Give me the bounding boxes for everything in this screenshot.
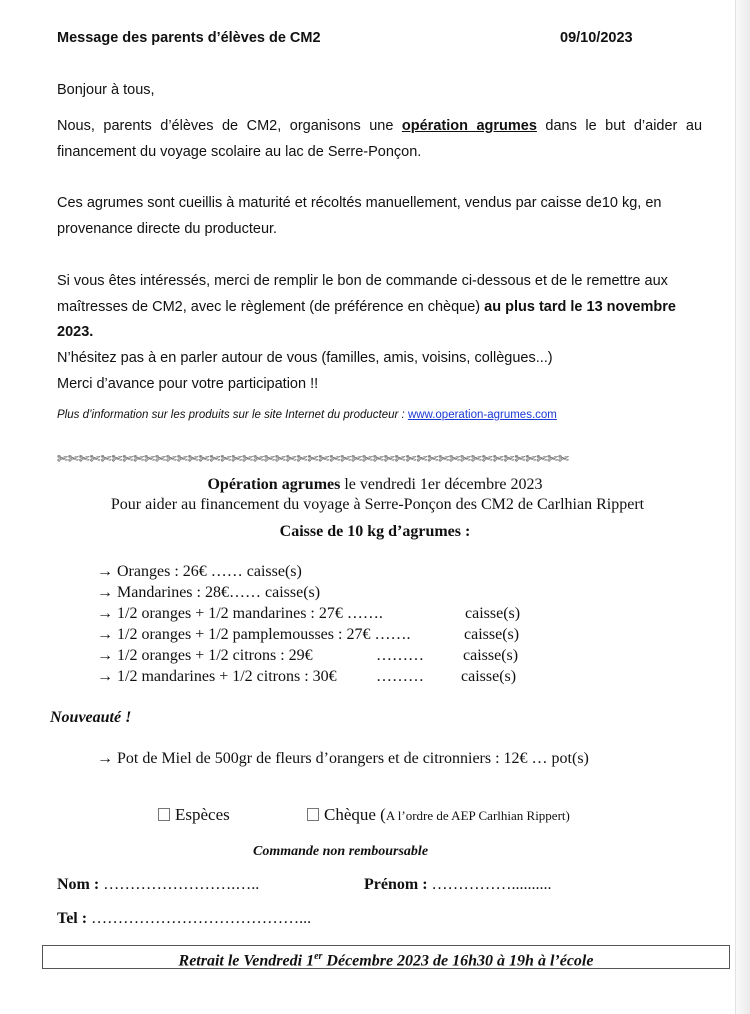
paragraph-3-line-3: 2023. bbox=[57, 324, 94, 340]
operation-agrumes-emphasis: opération agrumes bbox=[401, 118, 537, 134]
item-oranges bbox=[97, 563, 302, 581]
retrait-text-a: Retrait le Vendredi 1 bbox=[178, 952, 315, 970]
item-oranges-mandarines-unit: caisse(s) bbox=[465, 605, 521, 622]
producer-link[interactable]: www.operation-agrumes.com bbox=[407, 409, 557, 421]
miel-item: → Pot de Miel de 500gr de fleurs d’orangers et de citronniers : 12€ … pot(s) bbox=[97, 750, 589, 767]
tel-label: Tel : bbox=[57, 910, 92, 927]
retrait-sup: er bbox=[314, 951, 323, 962]
payment-cheque[interactable] bbox=[307, 805, 570, 825]
paragraph-1-line-2: financement du voyage scolaire au lac de Serre-Ponçon. bbox=[57, 144, 422, 160]
item-mandarines-citrons-unit: caisse(s) bbox=[461, 668, 517, 685]
p3-start: maîtresses de CM2, avec le règlement (de préférence en chèque) bbox=[57, 299, 485, 315]
item-oranges-mandarines: → 1/2 oranges + 1/2 mandarines : 27€ ……. bbox=[97, 605, 383, 622]
item-oranges-citrons: → 1/2 oranges + 1/2 citrons : 29€ bbox=[97, 647, 313, 664]
item-oranges-pamplemousses-unit: caisse(s) bbox=[464, 626, 520, 643]
tel-dots: …………………………………... bbox=[91, 910, 312, 927]
scissors-cut-line: ✄✄✄✄✄✄✄✄✄✄✄✄✄✄✄✄✄✄✄✄✄✄✄✄✄✄✄✄✄✄✄✄✄✄✄✄✄✄✄✄✄✄✄✄✄✄✄ bbox=[57, 451, 569, 466]
paragraph-1-line-1 bbox=[57, 118, 702, 134]
item-oranges-pamplemousses: → 1/2 oranges + 1/2 pamplemousses : 27€ ……. bbox=[97, 626, 411, 643]
form-title bbox=[0, 476, 750, 494]
especes-label: Espèces bbox=[175, 805, 230, 824]
item-mandarines bbox=[97, 584, 320, 602]
item-mandarines-citrons-dots: ……… bbox=[376, 668, 424, 685]
deadline-bold: au plus tard le 13 novembre bbox=[484, 299, 676, 315]
info-text: Plus d’information sur les produits sur le site Internet du producteur : bbox=[57, 409, 408, 421]
payment-especes[interactable] bbox=[158, 805, 230, 825]
caisse-title: Caisse de 10 kg d’agrumes : bbox=[279, 523, 471, 540]
paragraph-4: N’hésitez pas à en parler autour de vous (familles, amis, voisins, collègues...) bbox=[57, 350, 553, 366]
paragraph-5: Merci d’avance pour votre participation !! bbox=[57, 376, 319, 392]
greeting: Bonjour à tous, bbox=[57, 82, 155, 98]
info-line bbox=[57, 409, 557, 421]
item-oranges-citrons-dots: ……… bbox=[376, 647, 424, 664]
document-date: 09/10/2023 bbox=[560, 30, 633, 46]
tel-field[interactable] bbox=[57, 910, 311, 928]
prenom-dots: …………….......... bbox=[431, 876, 552, 893]
prenom-field[interactable] bbox=[364, 876, 552, 894]
item-mandarines-citrons: → 1/2 mandarines + 1/2 citrons : 30€ bbox=[97, 668, 337, 685]
retrait-text-b: Décembre 2023 de 16h30 à 19h à l’école bbox=[322, 952, 594, 970]
paragraph-2-line-2: provenance directe du producteur. bbox=[57, 221, 278, 237]
nom-dots: …………………….….. bbox=[103, 876, 260, 893]
nom-label: Nom : bbox=[57, 876, 104, 893]
item-oranges-citrons-unit: caisse(s) bbox=[463, 647, 519, 664]
item-unit: caisse(s) bbox=[264, 584, 321, 601]
checkbox-cheque[interactable] bbox=[307, 808, 319, 821]
p1-end: dans le but d’aider au bbox=[536, 118, 703, 134]
paragraph-3-line-1: Si vous êtes intéressés, merci de remplir le bon de commande ci-dessous et de le remettre aux bbox=[57, 273, 668, 289]
nom-field[interactable] bbox=[57, 876, 259, 894]
document-title: Message des parents d’élèves de CM2 bbox=[57, 30, 321, 46]
prenom-label: Prénom : bbox=[364, 876, 432, 893]
paragraph-3-line-2 bbox=[57, 299, 676, 315]
item-unit: caisse(s) bbox=[246, 563, 302, 580]
form-title-bold: Opération agrumes bbox=[207, 476, 341, 493]
form-title-rest: le vendredi 1er décembre 2023 bbox=[340, 476, 543, 493]
cheque-label: Chèque ( bbox=[324, 805, 386, 824]
p1-start: Nous, parents d’élèves de CM2, organisons une bbox=[57, 118, 402, 134]
item-label: → Mandarines : 28€…… bbox=[97, 584, 265, 601]
cheque-order-note: A l’ordre de AEP Carlhian Rippert) bbox=[385, 808, 570, 823]
checkbox-especes[interactable] bbox=[158, 808, 170, 821]
non-remboursable-note: Commande non remboursable bbox=[253, 844, 429, 859]
retrait-box bbox=[42, 945, 730, 969]
nouveaute-heading: Nouveauté ! bbox=[50, 709, 132, 726]
paragraph-2-line-1: Ces agrumes sont cueillis à maturité et récoltés manuellement, vendus par caisse de10 kg, en bbox=[57, 195, 662, 211]
form-subtitle: Pour aider au financement du voyage à Serre-Ponçon des CM2 de Carlhian Rippert bbox=[110, 496, 645, 513]
item-label: → Oranges : 26€ …… bbox=[97, 563, 247, 580]
